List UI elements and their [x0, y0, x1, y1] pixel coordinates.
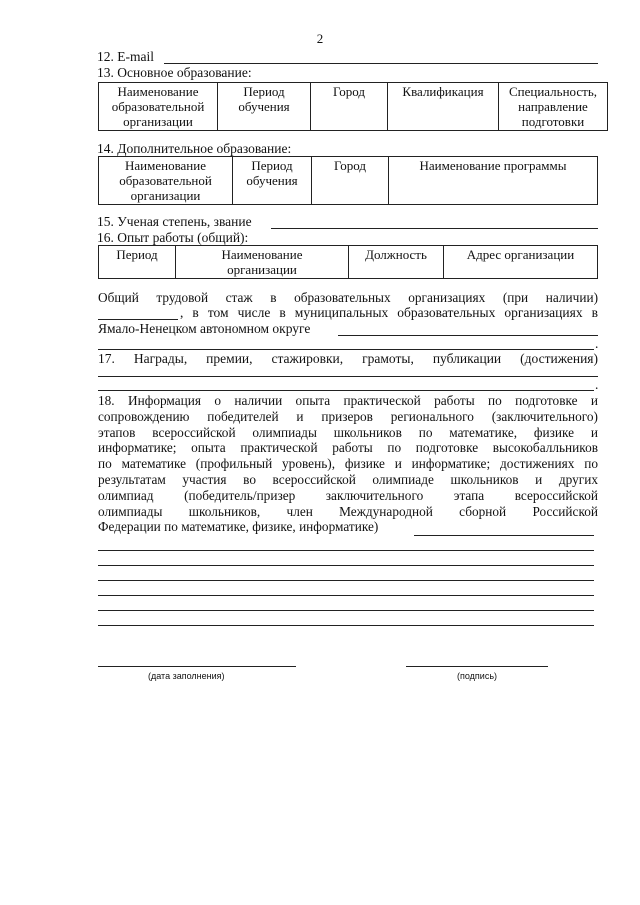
work-record-extra-line[interactable] [98, 349, 594, 350]
table-header-cell: Период [99, 246, 176, 279]
paragraph-line: результатам участия во всероссийской олимпиаде школьников и других [98, 471, 598, 487]
email-fill-line[interactable] [164, 63, 598, 64]
date-caption: (дата заполнения) [148, 671, 225, 681]
olympiad-fill-line-1[interactable] [98, 550, 594, 551]
awards-end-dot: . [595, 377, 599, 392]
signature-fill-line[interactable] [406, 666, 548, 667]
olympiad-fill-line-5[interactable] [98, 610, 594, 611]
olympiad-fill-line-3[interactable] [98, 580, 594, 581]
main-education-table [98, 82, 608, 131]
olympiad-fill-line-6[interactable] [98, 625, 594, 626]
degree-fill-line[interactable] [271, 228, 598, 229]
additional-education-label: 14. Дополнительное образование: [97, 141, 292, 156]
table-header-cell: Квалификация [388, 83, 499, 131]
awards-fill-line-2[interactable] [98, 390, 594, 391]
awards-label: 17. Награды, премии, стажировки, грамоты, публикации (достижения) [98, 351, 598, 366]
paragraph-line: по математике (профильный уровень), физике и информатике; достижениях по [98, 456, 598, 472]
olympiad-info-paragraph [98, 393, 598, 535]
table-header-cell: Период обучения [233, 157, 312, 205]
olympiad-fill-line-2[interactable] [98, 565, 594, 566]
date-fill-line[interactable] [98, 666, 296, 667]
table-header-cell: Наименование организации [176, 246, 349, 279]
olympiad-fill-line-4[interactable] [98, 595, 594, 596]
work-record-end-dot: . [595, 336, 599, 351]
table-header-cell: Специальность, направление подготовки [499, 83, 608, 131]
table-header-cell: Наименование образовательной организации [99, 83, 218, 131]
paragraph-line: Федерации по математике, физике, информатике) [98, 519, 379, 535]
signature-caption: (подпись) [457, 671, 498, 681]
paragraph-line: олимпиады школьников, член Международной сборной Российской [98, 503, 598, 519]
main-education-label: 13. Основное образование: [97, 65, 252, 80]
table-header-cell: Адрес организации [444, 246, 598, 279]
work-record-line-2: , в том числе в муниципальных образовательных организациях в [180, 305, 598, 320]
paragraph-line: информатике; опыта практической работы по подготовке высокобалльников [98, 440, 598, 456]
table-header-cell: Город [311, 83, 388, 131]
olympiad-fill-line-0[interactable] [414, 535, 594, 536]
table-header-cell: Город [312, 157, 389, 205]
table-header-row [99, 157, 598, 205]
total-experience-fill-line[interactable] [98, 319, 178, 320]
awards-fill-line-1[interactable] [98, 376, 598, 377]
paragraph-line: этапов всероссийской олимпиады школьников по математике, физике и [98, 424, 598, 440]
table-header-row [99, 83, 608, 131]
table-header-cell: Наименование программы [389, 157, 598, 205]
paragraph-line: 18. Информация о наличии опыта практической работы по подготовке и [98, 393, 598, 408]
yanao-experience-fill-line[interactable] [338, 335, 598, 336]
page-number: 2 [316, 31, 324, 46]
work-experience-label: 16. Опыт работы (общий): [97, 230, 249, 245]
work-experience-table [98, 245, 598, 279]
paragraph-line: олимпиад (победитель/призер заключительного этапа всероссийской [98, 487, 598, 503]
table-header-row [99, 246, 598, 279]
degree-label: 15. Ученая степень, звание [97, 214, 252, 229]
work-record-line-1: Общий трудовой стаж в образовательных организациях (при наличии) [98, 290, 598, 305]
table-header-cell: Наименование образовательной организации [99, 157, 233, 205]
email-label: 12. E-mail [97, 49, 154, 64]
additional-education-table [98, 156, 598, 205]
table-header-cell: Должность [349, 246, 444, 279]
paragraph-line: сопровождению победителей и призеров регионального (заключительного) [98, 408, 598, 424]
work-record-line-3: Ямало-Ненецком автономном округе [98, 321, 311, 336]
table-header-cell: Период обучения [218, 83, 311, 131]
work-record-paragraph [98, 290, 598, 306]
